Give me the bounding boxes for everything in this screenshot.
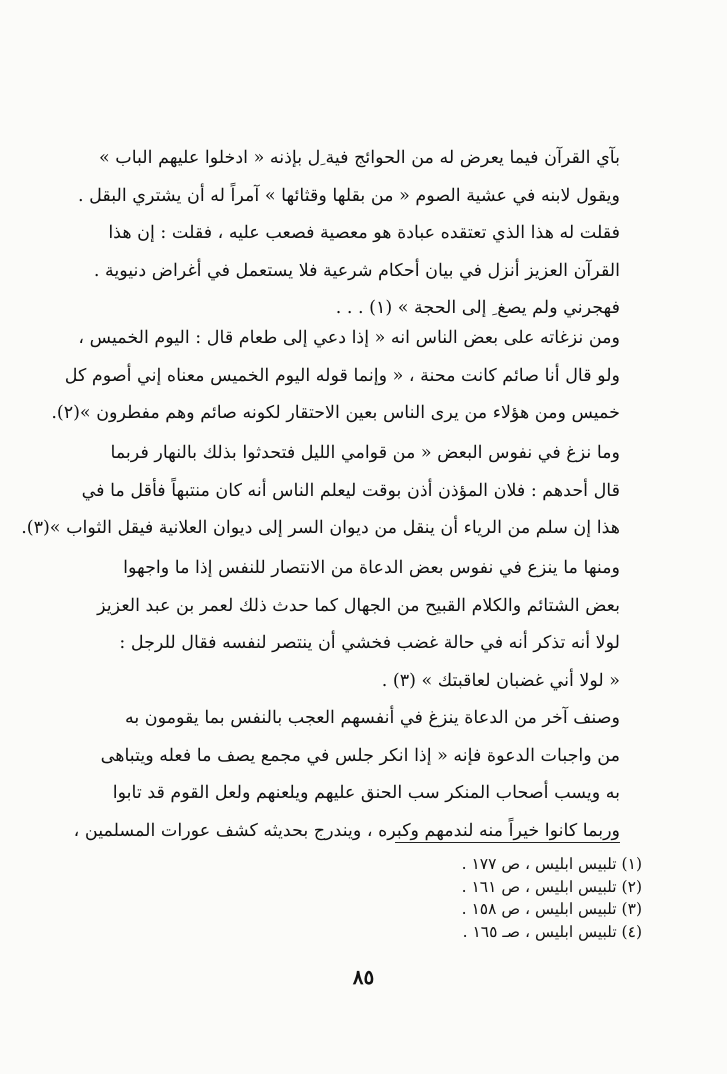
footnote: (١) تلبيس ابليس ، ص ١٧٧ . [461, 855, 642, 873]
paragraph-1 [78, 140, 620, 328]
text-line: هذا إن سلم من الرياء أن ينقل من ديوان السر إلى ديوان العلانية فيقل الثواب »(٣). [21, 518, 620, 538]
footnote: (٣) تلبيس ابليس ، ص ١٥٨ . [461, 900, 642, 918]
footnote: (٤) تلبيس ابليس ، صـ ١٦٥ . [462, 922, 642, 941]
text-line: فقلت له هذا الذي تعتقده عبادة هو معصية فصعب عليه ، فقلت : إن هذا [108, 223, 620, 243]
text-line: من واجبات الدعوة فإنه « إذا انكر جلس في مجمع يصف ما فعله ويتباهى [100, 745, 620, 766]
text-line: « لولا أني غضبان لعاقبتك » (٣) . [381, 670, 620, 691]
footnote-divider [395, 842, 620, 843]
footnotes [380, 853, 642, 943]
text-line: لولا أنه تذكر أنه في حالة غضب فخشي أن ينتصر لنفسه فقال للرجل : [119, 633, 620, 653]
text-line: بآي القرآن فيما يعرض له من الحوائج فية ِل بإذنه « ادخلوا عليهم الباب » [98, 148, 620, 168]
paragraph-5 [73, 700, 620, 850]
text-line: وما نزغ في نفوس البعض « من قوامي الليل فتحدثوا بذلك بالنهار فربما [110, 443, 620, 463]
text-line: خميس ومن هؤلاء من يرى الناس بعين الاحتقار لكونه صائم وهم مفطرون »(٢). [51, 403, 620, 423]
footnote: (٢) تلبيس ابليس ، ص ١٦١ . [461, 877, 642, 896]
text-line: ولو قال أنا صائم كانت محنة ، « وإنما قوله اليوم الخميس معناه إني أصوم كل [64, 365, 620, 386]
paragraph-4 [97, 550, 620, 700]
text-line: بعض الشتائم والكلام القبيح من الجهال كما حدث ذلك لعمر بن عبد العزيز [97, 595, 620, 616]
text-line: وربما كانوا خيراً منه لندمهم وكبره ، ويندرج بحديثه كشف عورات المسلمين ، [73, 820, 620, 841]
text-line: القرآن العزيز أنزل في بيان أحكام شرعية فلا يستعمل في أغراض دنيوية . [93, 260, 620, 281]
paragraph-3 [21, 435, 620, 548]
page-number: ٨٥ [352, 965, 375, 989]
text-line: ويقول لابنه في عشية الصوم « من بقلها وقثائها » آمراً له أن يشتري البقل . [78, 185, 620, 206]
text-line: ومنها ما ينزع في نفوس بعض الدعاة من الانتصار للنفس إذا ما واجهوا [123, 558, 620, 578]
text-line: به ويسب أصحاب المنكر سب الحنق عليهم ويلعنهم ولعل القوم قد تابوا [112, 783, 620, 803]
text-line: ومن نزغاته على بعض الناس انه « إذا دعي إلى طعام قال : اليوم الخميس ، [78, 328, 620, 348]
paragraph-2 [51, 320, 620, 433]
text-line: قال أحدهم : فلان المؤذن أذن بوقت ليعلم الناس أنه كان منتبهاً فأقل ما في [81, 480, 620, 501]
text-line: فهجرني ولم يصغ ِ إلى الحجة » (١) . . . [335, 298, 620, 318]
text-line: وصنف آخر من الدعاة ينزغ في أنفسهم العجب بالنفس بما يقومون به [124, 708, 620, 728]
